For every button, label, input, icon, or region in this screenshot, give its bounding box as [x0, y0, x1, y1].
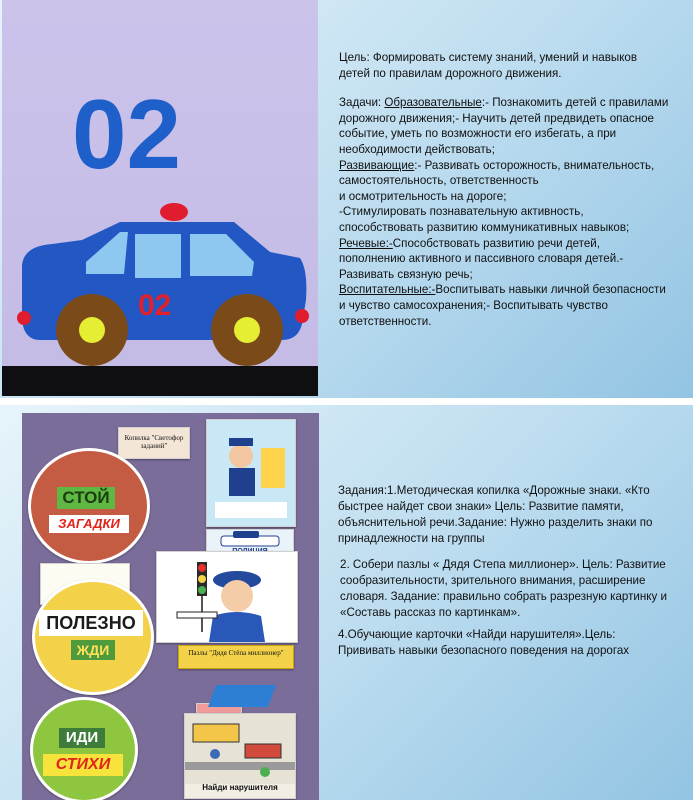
green-word-1: ИДИ: [59, 728, 105, 748]
educational-label: Образовательные: [384, 96, 482, 110]
policeman-icon: [207, 420, 295, 526]
car-number-text: 02: [138, 289, 172, 322]
upbringing-paragraph: [339, 282, 669, 329]
slide-2-text: [338, 483, 673, 659]
slide-1: [0, 0, 693, 398]
green-signal-circle: [30, 697, 138, 800]
felt-police-car-illustration: [2, 0, 318, 396]
uncle-styopa-picture: [156, 551, 298, 643]
street-scene-icon: [185, 714, 295, 784]
goal-text: Цель: Формировать систему знаний, умений и навыков детей по правилам дорожного движения.: [339, 51, 638, 80]
felt-board-photo: [22, 413, 319, 800]
red-signal-circle: [28, 448, 150, 564]
yellow-word-1: ПОЛЕЗНО: [39, 610, 143, 636]
task-2-text: 2. Собери пазлы « Дядя Степа миллионер». Цель: Развитие сообразительности, зрительного внимания, расширение словаря. Задание: правильно собрать разрезную картинку и «Составь рассказ по картинкам».: [340, 558, 668, 619]
green-word-2: СТИХИ: [43, 754, 123, 776]
puzzle-label: Пазлы "Дядя Стёпа миллионер": [188, 649, 284, 657]
slide-1-text: [339, 50, 669, 329]
red-word-1: СТОЙ: [57, 487, 115, 509]
yellow-word-2: ЖДИ: [71, 640, 115, 660]
violator-card: [184, 713, 296, 799]
slide-2: [0, 405, 693, 800]
upbringing-text: Воспитывать навыки личной безопасности и чувство самосохранения;- Воспитывать чувство ответственности.: [339, 283, 666, 328]
red-word-2: ЗАГАДКИ: [49, 515, 129, 533]
developmental-text-2: и осмотрительность на дороге;: [339, 189, 507, 203]
tasks-intro: Задачи:: [339, 96, 385, 110]
task-1-text: Задания:1.Методическая копилка «Дорожные знаки. «Кто быстрее найдет свои знаки» Цель: Развитие памяти, объяснительной речи.Задание: Нужно разделить знаки по принадлежности на группы: [338, 484, 653, 545]
developmental-label: Развивающие: [339, 158, 415, 172]
educational-text: :- Познакомить детей с правилами дорожного движения;- Научить детей предвидеть опасное событие, уметь по возможности его избегать, а при необходимости действовать;: [339, 96, 669, 156]
developmental-text: :- Развивать осторожность, внимательность, самостоятельность, ответственность: [339, 158, 655, 188]
kopilka-label: Копилка "Светофор заданий": [124, 434, 184, 450]
speech-paragraph: [339, 236, 669, 283]
uncle-styopa-icon: [157, 552, 297, 642]
speech-label: Речевые:-: [339, 236, 393, 250]
speech-text: Способствовать развитию речи детей, пополнению активного и пассивного словаря детей.- Развивать связную речь;: [339, 236, 624, 281]
siren-light: [160, 203, 188, 221]
felt-car-photo: [2, 0, 318, 396]
yellow-signal-circle: [32, 579, 154, 695]
task-3-text: 4.Обучающие карточки «Найди нарушителя».Цель: Прививать навыки безопасного поведения на дорогах: [338, 628, 630, 657]
police-car-icon: [207, 530, 293, 550]
plate-number-text: 02: [72, 79, 182, 189]
puzzle-label-card: [178, 645, 294, 669]
road-strip: [2, 366, 318, 396]
blue-pocket: [208, 685, 276, 707]
upbringing-label: Воспитательные:-: [339, 283, 436, 297]
police-puzzle-box: [206, 419, 296, 527]
tasks-paragraph: [339, 95, 669, 157]
kopilka-label-card: [118, 427, 190, 459]
violator-label: Найди нарушителя: [202, 783, 278, 792]
slide-divider: [0, 398, 693, 405]
developmental-text-3: -Стимулировать познавательную активность, способствовать развитию коммуникативных навыков;: [339, 205, 630, 234]
developmental-paragraph: [339, 158, 669, 189]
